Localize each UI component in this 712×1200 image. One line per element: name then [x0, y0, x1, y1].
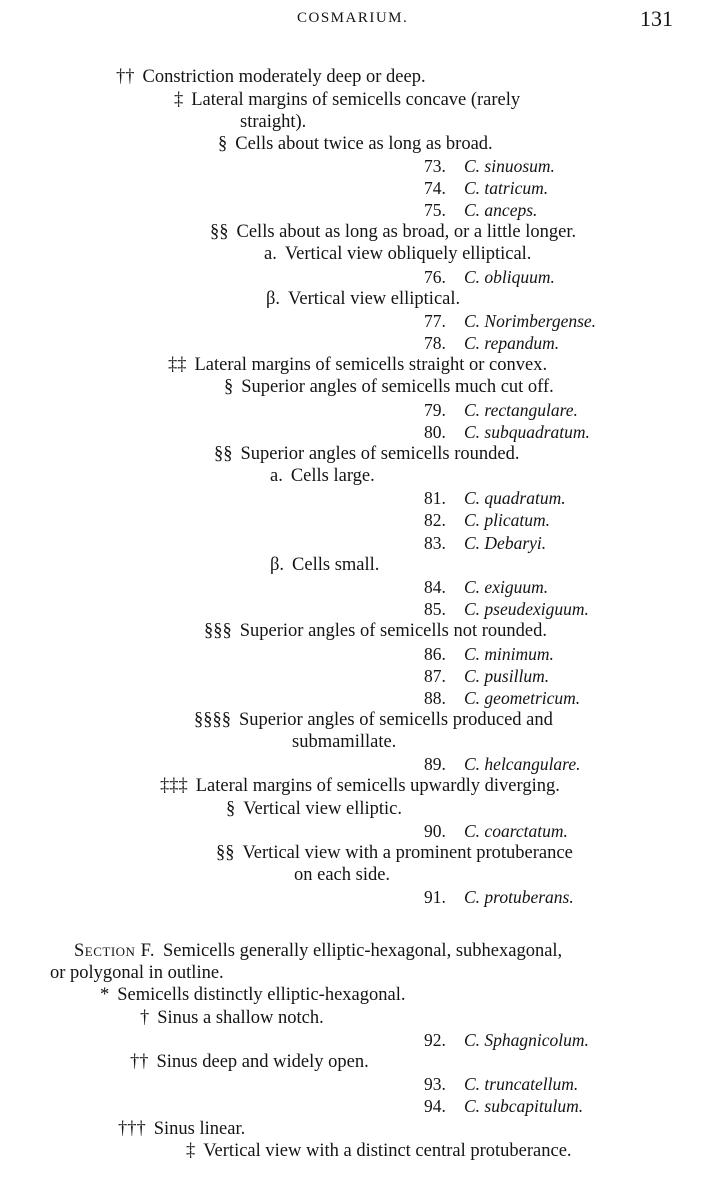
species-name: C. subcapitulum. — [464, 1096, 584, 1116]
key-line — [210, 221, 576, 243]
key-text: Vertical view with a distinct central protuberance. — [203, 1141, 572, 1161]
key-line-constriction — [116, 66, 426, 88]
species-entry — [424, 399, 578, 421]
key-continuation: on each side. — [294, 865, 391, 885]
species-name: C. tatricum. — [464, 178, 549, 198]
species-number: 85. — [424, 599, 446, 619]
species-number: 77. — [424, 311, 446, 331]
key-marker: β. — [270, 555, 285, 575]
key-text: Lateral margins of semicells straight or convex. — [194, 355, 548, 375]
key-marker: ††† — [118, 1119, 146, 1139]
species-entry — [424, 421, 590, 443]
species-entry — [424, 332, 559, 354]
species-number: 74. — [424, 178, 446, 198]
species-entry — [424, 199, 537, 221]
species-entry — [424, 487, 566, 509]
species-name: C. pusillum. — [464, 666, 550, 686]
page-number: 131 — [640, 6, 673, 31]
species-name: C. helcangulare. — [464, 754, 581, 774]
key-line — [216, 842, 573, 864]
key-line — [266, 288, 460, 310]
key-marker: ‡‡ — [168, 355, 187, 375]
species-name: C. exiguum. — [464, 577, 549, 597]
key-marker: ‡ — [174, 90, 184, 110]
species-entry — [424, 820, 568, 842]
species-number: 81. — [424, 488, 446, 508]
key-continuation: submamillate. — [292, 732, 397, 752]
species-name: C. pseudexiguum. — [464, 599, 589, 619]
key-marker: § — [218, 134, 228, 154]
key-line — [218, 133, 493, 155]
key-line — [130, 1051, 369, 1073]
species-number: 75. — [424, 200, 446, 220]
species-name: C. rectangulare. — [464, 400, 578, 420]
key-text: Vertical view obliquely elliptical. — [284, 244, 532, 264]
species-entry — [424, 598, 589, 620]
species-name: C. geometricum. — [464, 688, 581, 708]
species-name: C. truncatellum. — [464, 1074, 579, 1094]
species-entry — [424, 310, 596, 332]
species-number: 76. — [424, 267, 446, 287]
species-number: 91. — [424, 887, 446, 907]
key-marker: §§ — [210, 222, 229, 242]
species-number: 90. — [424, 821, 446, 841]
species-number: 84. — [424, 577, 446, 597]
species-entry — [424, 886, 574, 908]
species-number: 82. — [424, 510, 446, 530]
key-line — [270, 465, 375, 487]
species-name: C. plicatum. — [464, 510, 551, 530]
key-text: Superior angles of semicells rounded. — [240, 444, 520, 464]
key-continuation: or polygonal in outline. — [50, 963, 224, 983]
key-text: Cells about as long as broad, or a little longer. — [236, 222, 577, 242]
key-marker: § — [224, 377, 234, 397]
species-name: C. minimum. — [464, 644, 554, 664]
species-entry — [424, 155, 555, 177]
species-name: C. coarctatum. — [464, 821, 568, 841]
key-line — [168, 354, 547, 376]
key-text: Cells about twice as long as broad. — [235, 134, 493, 154]
species-entry — [424, 643, 554, 665]
key-marker: ‡‡‡ — [160, 776, 188, 796]
key-line — [270, 554, 379, 576]
key-text: Vertical view elliptic. — [243, 799, 402, 819]
species-name: C. Norimbergense. — [464, 311, 597, 331]
key-marker: a. — [270, 466, 283, 486]
section-heading-f — [74, 940, 562, 962]
species-number: 86. — [424, 644, 446, 664]
species-entry — [424, 665, 549, 687]
species-name: C. obliquum. — [464, 267, 555, 287]
key-text: Cells large. — [290, 466, 375, 486]
species-entry — [424, 177, 548, 199]
species-name: C. anceps. — [464, 200, 538, 220]
species-number: 73. — [424, 156, 446, 176]
species-entry — [424, 532, 546, 554]
key-marker: β. — [266, 289, 281, 309]
running-head: COSMARIUM. — [297, 10, 409, 26]
key-text: Superior angles of semicells much cut off. — [241, 377, 554, 397]
key-text: Lateral margins of semicells upwardly diverging. — [195, 776, 560, 796]
species-name: C. quadratum. — [464, 488, 566, 508]
key-line — [100, 984, 405, 1006]
species-entry — [424, 576, 548, 598]
species-number: 93. — [424, 1074, 446, 1094]
species-entry — [424, 687, 580, 709]
species-number: 89. — [424, 754, 446, 774]
species-entry — [424, 1095, 583, 1117]
key-text: Vertical view with a prominent protuberance — [242, 843, 573, 863]
species-entry — [424, 266, 555, 288]
species-name: C. sinuosum. — [464, 156, 555, 176]
key-text: Vertical view elliptical. — [288, 289, 461, 309]
species-name: C. protuberans. — [464, 887, 574, 907]
species-number: 94. — [424, 1096, 446, 1116]
section-text: Semicells generally elliptic-hexagonal, subhexagonal, — [163, 941, 563, 961]
key-line-lateral-concave — [174, 89, 682, 111]
species-name: C. Sphagnicolum. — [464, 1030, 589, 1050]
key-text: Superior angles of semicells not rounded. — [239, 621, 547, 641]
key-marker: §§ — [214, 444, 233, 464]
key-line — [118, 1118, 245, 1140]
key-marker: †† — [130, 1052, 149, 1072]
species-entry — [424, 509, 550, 531]
key-line — [186, 1140, 572, 1162]
species-name: C. subquadratum. — [464, 422, 590, 442]
species-number: 79. — [424, 400, 446, 420]
key-marker: §§§§ — [194, 710, 231, 730]
key-marker: § — [226, 799, 236, 819]
species-number: 80. — [424, 422, 446, 442]
species-name: C. repandum. — [464, 333, 560, 353]
species-entry — [424, 753, 580, 775]
key-marker: † — [140, 1008, 150, 1028]
key-continuation: straight). — [240, 112, 307, 132]
species-number: 92. — [424, 1030, 446, 1050]
key-line — [226, 798, 402, 820]
species-number: 78. — [424, 333, 446, 353]
key-text: Constriction moderately deep or deep. — [142, 67, 426, 87]
key-line — [194, 709, 684, 731]
key-marker: †† — [116, 67, 135, 87]
key-text: Sinus linear. — [153, 1119, 246, 1139]
species-number: 88. — [424, 688, 446, 708]
key-line — [140, 1007, 324, 1029]
key-line — [264, 243, 531, 265]
key-line — [224, 376, 554, 398]
key-line — [214, 443, 519, 465]
key-text: Sinus a shallow notch. — [157, 1008, 324, 1028]
species-number: 87. — [424, 666, 446, 686]
key-marker: §§§ — [204, 621, 232, 641]
section-label: Section F. — [74, 941, 156, 961]
key-text: Semicells distinctly elliptic-hexagonal. — [117, 985, 406, 1005]
key-line — [160, 775, 560, 797]
key-marker: a. — [264, 244, 277, 264]
key-text: Lateral margins of semicells concave (rarely — [191, 90, 521, 110]
key-text: Sinus deep and widely open. — [156, 1052, 369, 1072]
key-text: Superior angles of semicells produced and — [239, 710, 553, 730]
key-line — [204, 620, 547, 642]
species-entry — [424, 1073, 578, 1095]
key-marker: §§ — [216, 843, 235, 863]
key-marker: * — [100, 985, 110, 1005]
species-number: 83. — [424, 533, 446, 553]
species-entry — [424, 1029, 589, 1051]
species-name: C. Debaryi. — [464, 533, 547, 553]
key-text: Cells small. — [292, 555, 380, 575]
key-marker: ‡ — [186, 1141, 196, 1161]
